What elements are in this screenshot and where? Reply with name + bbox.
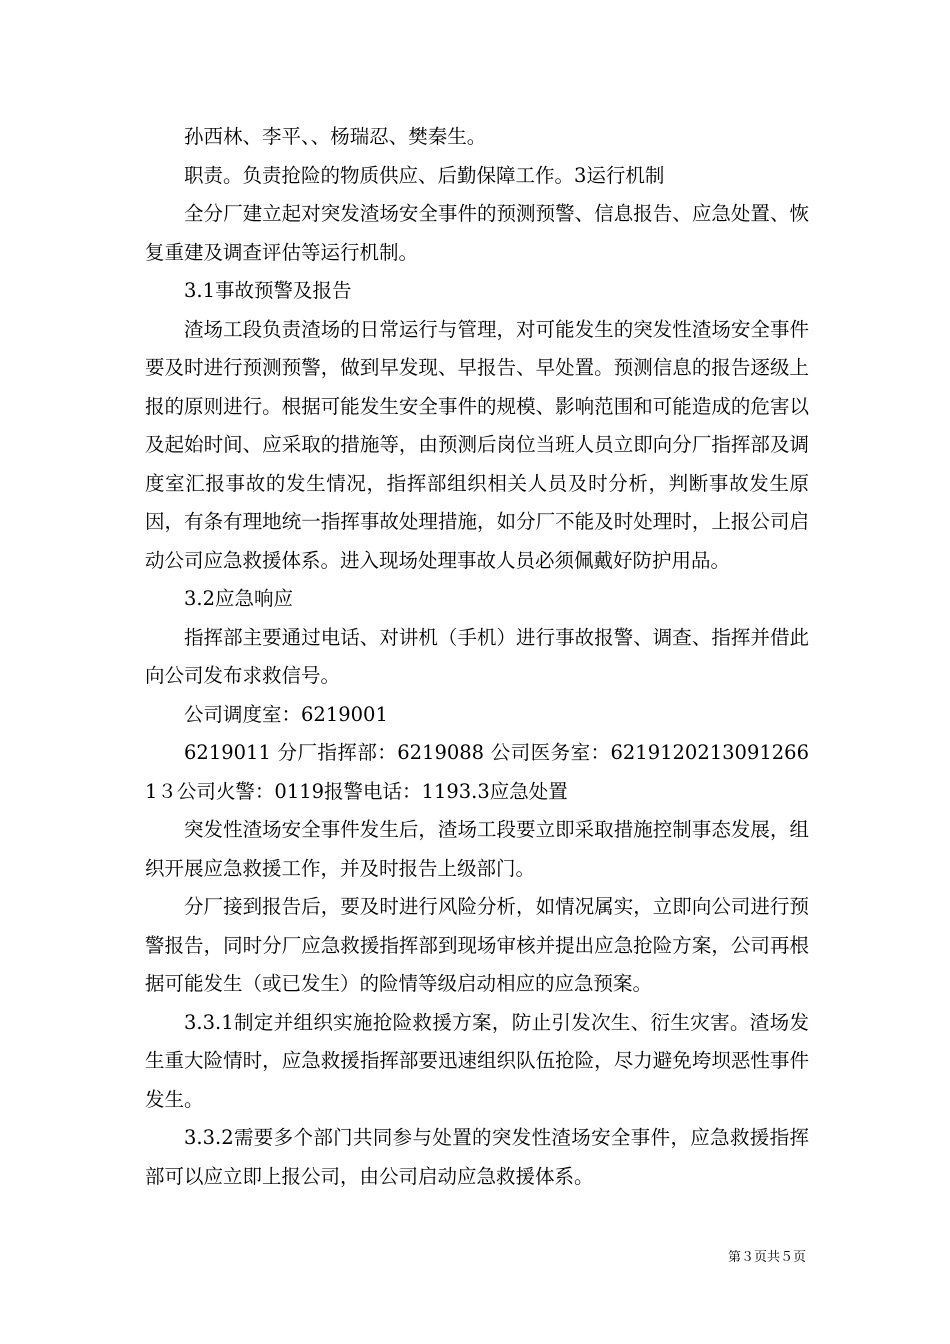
page-number: 第３页共５页 (727, 1250, 806, 1265)
paragraph-risk-analysis: 分厂接到报告后，要及时进行风险分析，如情况属实，立即向公司进行预警报告，同时分厂应急救援指挥部到现场审核并提出应急抢险方案，公司再根据可能发生（或已发生）的险情等级启动相应的应急预案。 (145, 895, 809, 995)
paragraph-incident: 突发性渣场安全事件发生后，渣场工段要立即采取措施控制事态发展，组织开展应急救援工作，并及时报告上级部门。 (145, 818, 809, 880)
paragraph-members: 孙西林、李平、、杨瑞忍、樊秦生。 (184, 125, 487, 148)
paragraph-warning: 渣场工段负责渣场的日常运行与管理，对可能发生的突发性渣场安全事件要及时进行预测预警，做到早发现、早报告、早处置。预测信息的报告逐级上报的原则进行。根据可能发生安全事件的规模、影响范围和可能造成的危害以及起始时间、应采取的措施等，由预测后岗位当班人员立即向分厂指挥部及调度室汇报事故的发生情况，指挥部组织相关人员及时分析，判断事故发生原因，有条有理地统一指挥事故处理措施，如分厂不能及时处理时，上报公司启动公司应急救援体系。进入现场处理事故人员必须佩戴好防护用品。 (145, 317, 809, 572)
paragraph-duties: 职责。负责抢险的物质供应、后勤保障工作。3运行机制 (184, 163, 665, 187)
paragraph-dispatch-phone: 公司调度室：6219001 (184, 702, 388, 726)
paragraph-mechanism: 全分厂建立起对突发渣场安全事件的预测预警、信息报告、应急处置、恢复重建及调查评估等运行机制。 (145, 202, 809, 264)
heading-3-1: 3.1事故预警及报告 (184, 279, 352, 302)
document-body (145, 118, 809, 1196)
paragraph-3-3-1: 3.3.1制定并组织实施抢险救援方案，防止引发次生、衍生灾害。渣场发生重大险情时，应急救援指挥部要迅速组织队伍抢险，尽力避免垮坝恶性事件发生。 (145, 1010, 809, 1111)
paragraph-phone-list: 6219011 分厂指挥部：6219088 公司医务室：62191202130912661３公司火警：0119报警电话：1193.3应急处置 (145, 741, 809, 803)
paragraph-response: 指挥部主要通过电话、对讲机（手机）进行事故报警、调查、指挥并借此向公司发布求救信号。 (145, 625, 809, 687)
heading-3-2: 3.2应急响应 (184, 587, 294, 610)
paragraph-3-3-2: 3.3.2需要多个部门共同参与处置的突发性渣场安全事件，应急救援指挥部可以应立即上报公司，由公司启动应急救援体系。 (145, 1126, 809, 1188)
